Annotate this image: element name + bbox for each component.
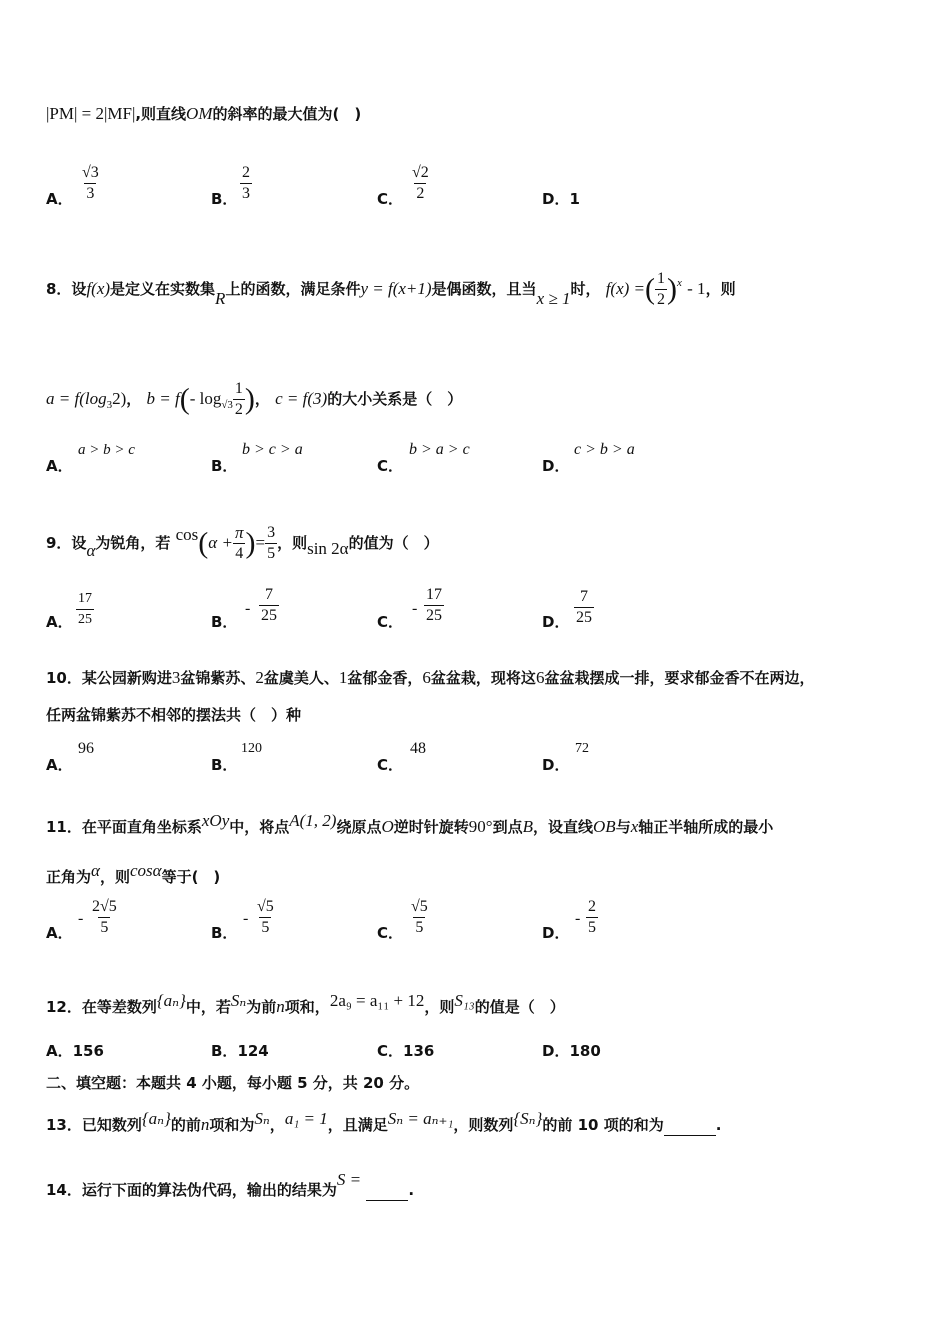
q10-stem: 10．某公园新购进3盆锦紫苏、2盆虞美人、1盆郁金香，6盆盆栽，现将这6盆盆栽摆成一排，要求郁金香不在两边， [46, 668, 815, 687]
q9-stem: 9．设α为锐角，若 cos(α + $\frac{\pi}{4}$ )= $\frac{3}{5}$ ，则sin 2α的值为（ ） [46, 523, 439, 562]
q10-option-c[interactable]: C． [377, 756, 404, 774]
q9-option-a-value: $\frac{17}{25}$ [78, 591, 92, 627]
q11-stem-2: 正角为α，则cosα等于( ) [46, 861, 221, 886]
q11-option-b-value: $\frac{√5}{5}$ [257, 898, 274, 936]
q11-option-d[interactable]: D． [542, 924, 570, 942]
q14-answer-blank[interactable] [366, 1180, 408, 1201]
q8-stem-2: $a = f(\log_32)$， b = f(- $\log_{√3}$ $\frac{1}{2}$ )， c = f(3)的大小关系是（ ） [46, 380, 463, 418]
q11-option-b-sign: - [243, 910, 249, 927]
q8-fx: f(x) [86, 279, 111, 298]
q8-fdef: f(x) = [605, 279, 646, 298]
q11-option-a[interactable]: A． [46, 924, 73, 942]
q8-b-sub: √3 [221, 399, 233, 411]
q9-alpha: α [86, 541, 96, 560]
q8-text-6: 的大小关系是（ ） [327, 390, 463, 408]
q8-option-a-value: a > b > c [78, 442, 135, 458]
q8-option-b-value: b > c > a [242, 441, 303, 458]
q8-option-a[interactable]: A． [46, 457, 73, 475]
q8-x-ge-1: x ≥ 1 [536, 289, 571, 308]
q8-text-2: 上的函数，满足条件 [225, 280, 361, 298]
q8-R: R [215, 289, 226, 308]
q8-option-d[interactable]: D． [542, 457, 570, 475]
q8-half: $\frac{1}{2}$ [657, 270, 666, 308]
q12-option-a[interactable]: A．156 [46, 1042, 104, 1060]
q11-stem: 11．在平面直角坐标系xOy中，将点A(1, 2)绕原点O逆时针旋转90°到点B，设直线OB与x轴正半轴所成的最小 [46, 811, 774, 836]
q10-option-a[interactable]: A． [46, 756, 73, 774]
q7-om: OM [186, 104, 213, 123]
q8-option-d-value: c > b > a [574, 441, 635, 458]
q7-option-b-value: $\frac{2}{3}$ [242, 164, 250, 202]
q8-stem: 8．设f(x)是定义在实数集R上的函数，满足条件y = f(x+1)是偶函数，且当x ≥ 1时， f(x) =( $\frac{1}{2}$ )$^x$ - 1，则 [46, 270, 736, 308]
q8-text-3: 是偶函数，且当 [431, 280, 537, 298]
q9-text-2: ，则 [277, 534, 308, 552]
q9-text-1: 为锐角，若 [95, 534, 171, 552]
q10-option-b[interactable]: B． [211, 756, 238, 774]
q9-eq: = [255, 533, 266, 552]
q9-sin2a: sin 2α [307, 539, 349, 558]
q7-option-a[interactable]: A． [46, 190, 73, 208]
q7-option-c[interactable]: C． [377, 190, 404, 208]
q9-option-b[interactable]: B． [211, 613, 238, 631]
q8-b-frac: $\frac{1}{2}$ [234, 380, 243, 418]
q9-number: 9．设 [46, 534, 87, 552]
q13-answer-blank[interactable] [664, 1115, 716, 1136]
q11-option-a-sign: - [78, 910, 84, 927]
q13-stem: 13．已知数列{aₙ}的前n项和为Sₙ，a₁ = 1，且满足Sₙ = aₙ₊₁，则数列{Sₙ}的前 10 项的和为 . [46, 1109, 722, 1134]
q10-option-d[interactable]: D． [542, 756, 570, 774]
q8-option-b[interactable]: B． [211, 457, 238, 475]
q8-option-c-value: b > a > c [409, 441, 470, 458]
q9-option-c-value: $\frac{17}{25}$ [426, 586, 442, 624]
q9-option-c[interactable]: C． [377, 613, 404, 631]
q9-option-b-sign: - [245, 600, 251, 617]
q7-option-d[interactable]: D．1 [542, 190, 580, 208]
q8-a-tail: 2) [112, 389, 127, 408]
q12-option-d[interactable]: D．180 [542, 1042, 601, 1060]
q7-option-c-value: $\frac{√2}{2}$ [412, 164, 429, 202]
q11-option-c[interactable]: C． [377, 924, 404, 942]
q8-c: c = f(3) [275, 389, 328, 408]
q9-option-d-value: $\frac{7}{25}$ [576, 588, 592, 626]
q7-option-b[interactable]: B． [211, 190, 238, 208]
q11-option-d-value: $\frac{2}{5}$ [588, 898, 596, 936]
q8-text-1: 是定义在实数集 [110, 280, 216, 298]
q8-b-inner: - log [189, 389, 222, 408]
q9-option-a[interactable]: A． [46, 613, 73, 631]
q7-stem [46, 104, 361, 124]
q11-option-a-value: $\frac{2√5}{5}$ [92, 898, 117, 936]
q9-pi-over-4: $\frac{\pi}{4}$ [234, 523, 244, 562]
q7-text-2: 的斜率的最大值为( ) [212, 105, 362, 123]
q10-option-c-value: 48 [410, 740, 426, 757]
q9-option-d[interactable]: D． [542, 613, 570, 631]
q8-text-4: 时， [570, 280, 601, 298]
q11-option-c-value: $\frac{√5}{5}$ [411, 898, 428, 936]
q10-option-b-value: 120 [241, 741, 262, 756]
q9-inner: α + [208, 533, 233, 552]
q14-stem: 14．运行下面的算法伪代码，输出的结果为S = . [46, 1170, 415, 1199]
section-heading: 二、填空题：本题共 4 小题，每小题 5 分，共 20 分。 [46, 1074, 420, 1092]
q8-fdef-tail: - 1 [687, 279, 706, 298]
q10-option-a-value: 96 [78, 740, 94, 757]
q10-stem-2: 任两盆锦紫苏不相邻的摆法共（ ）种 [46, 706, 302, 724]
q7-condition: |PM| = 2|MF| [46, 104, 136, 123]
q8-a: a = f(log [46, 389, 107, 408]
q8-b: b = f [146, 389, 180, 408]
q8-condition: y = f(x+1) [360, 279, 432, 298]
q8-option-c[interactable]: C． [377, 457, 404, 475]
q9-text-3: 的值为（ ） [348, 534, 439, 552]
q12-option-c[interactable]: C．136 [377, 1042, 435, 1060]
q10-option-d-value: 72 [575, 741, 589, 756]
q8-number: 8．设 [46, 280, 87, 298]
q8-text-5: ，则 [705, 280, 736, 298]
q7-option-a-value: $\frac{√3}{3}$ [82, 164, 99, 202]
q12-stem: 12．在等差数列{aₙ}中，若Sₙ为前n项和，2a₉ = a₁₁ + 12，则S₁₃的值是（ ） [46, 991, 565, 1016]
q9-three-fifths: $\frac{3}{5}$ [267, 524, 276, 562]
q8-a-sub: 3 [106, 399, 113, 411]
q12-option-b[interactable]: B．124 [211, 1042, 269, 1060]
q7-text: ,则直线 [135, 105, 187, 123]
q11-option-d-sign: - [575, 910, 581, 927]
q9-option-c-sign: - [412, 600, 418, 617]
q11-option-b[interactable]: B． [211, 924, 238, 942]
q9-cos: cos [175, 525, 199, 544]
q9-option-b-value: $\frac{7}{25}$ [261, 586, 277, 624]
